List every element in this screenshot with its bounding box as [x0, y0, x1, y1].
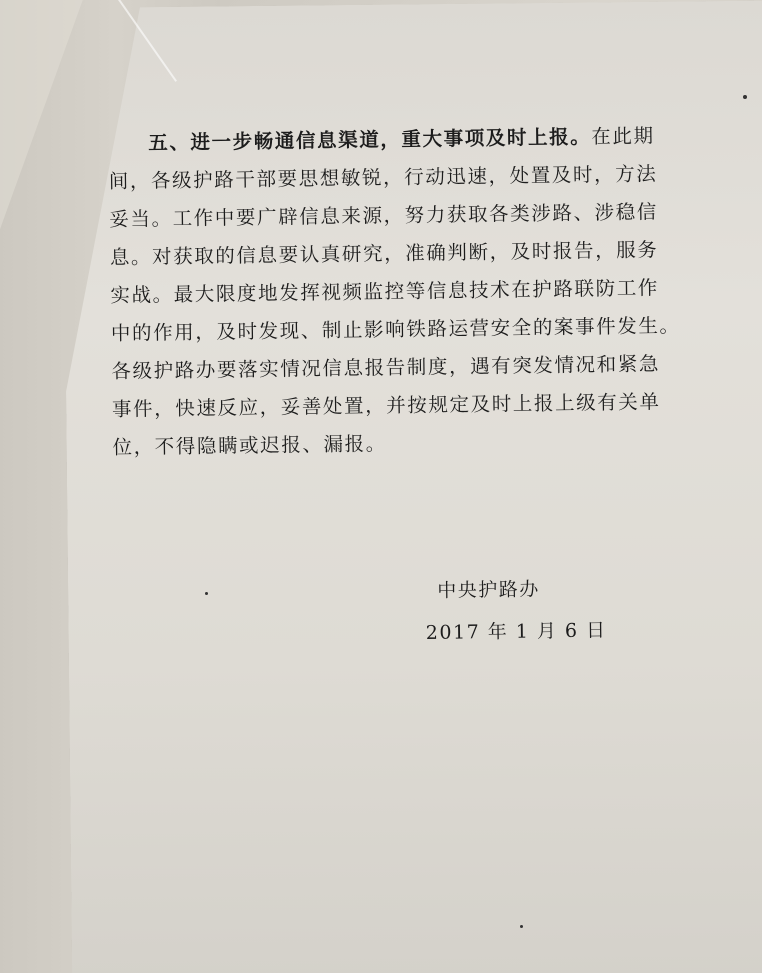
paper-speck — [520, 925, 523, 928]
paper-speck — [205, 592, 208, 595]
paragraph-line: 间，各级护路干部要思想敏锐，行动迅速，处置及时，方法 — [108, 162, 658, 193]
body-paragraph — [108, 117, 683, 467]
issue-date: 2017 年 1 月 6 日 — [425, 619, 607, 644]
paragraph-line: 息。对获取的信息要认真研究，准确判断，及时报告，服务 — [109, 238, 659, 269]
paragraph-line: 在此期 — [591, 124, 655, 149]
signature-block — [425, 569, 626, 652]
paper-fold — [0, 0, 90, 340]
paragraph-line: 妥当。工作中要广辟信息来源，努力获取各类涉路、涉稳信 — [109, 200, 659, 231]
paragraph-line: 中的作用，及时发现、制止影响铁路运营安全的案事件发生。 — [110, 314, 681, 345]
paragraph-line: 事件，快速反应，妥善处置，并按规定及时上报上级有关单 — [111, 390, 661, 421]
paper-speck — [743, 95, 747, 99]
section-heading: 五、进一步畅通信息渠道，重大事项及时上报。 — [148, 125, 592, 155]
issuing-organization: 中央护路办 — [437, 578, 540, 602]
paragraph-line: 位，不得隐瞒或迟报、漏报。 — [112, 432, 387, 459]
paragraph-line: 实战。最大限度地发挥视频监控等信息技术在护路联防工作 — [110, 276, 660, 307]
paragraph-line: 各级护路办要落实情况信息报告制度，遇有突发情况和紧急 — [111, 352, 661, 383]
